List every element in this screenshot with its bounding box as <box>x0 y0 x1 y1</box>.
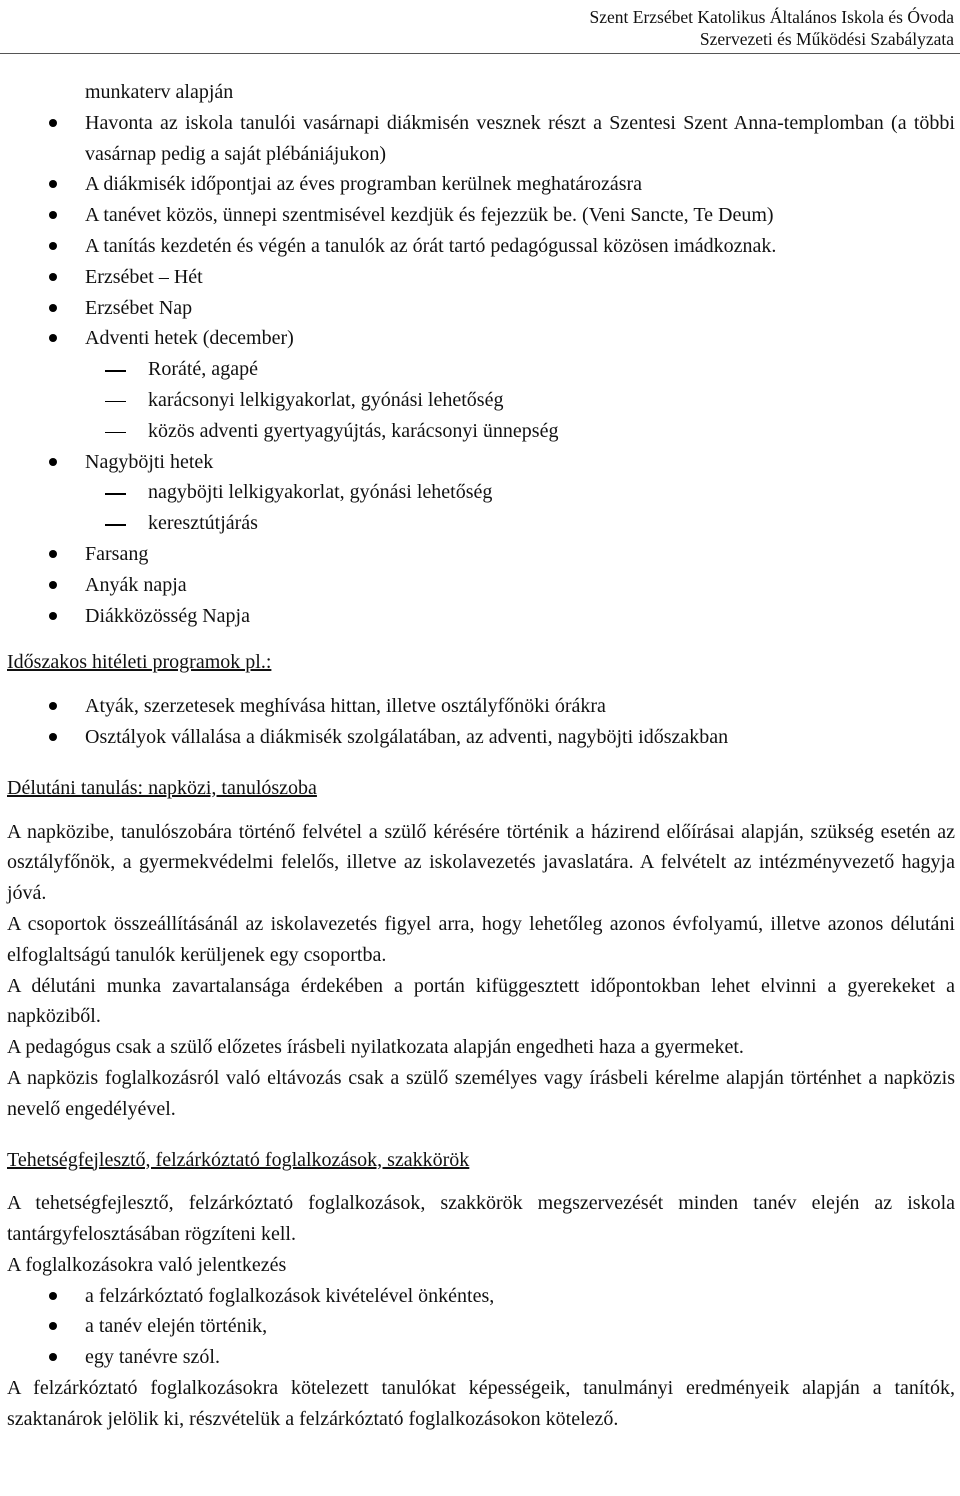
document-body <box>7 77 955 1435</box>
header-document-title: Szervezeti és Működési Szabályzata <box>699 29 954 49</box>
list-item: Anyák napja <box>7 570 955 601</box>
list-item: Erzsébet Nap <box>7 293 955 324</box>
list-item: egy tanévre szól. <box>7 1342 955 1373</box>
paragraph: A délutáni munka zavartalansága érdekében a portán kifüggesztett időpontokban lehet elvinni a gyerekeket a napköziből. <box>7 974 955 1028</box>
paragraph: A napközis foglalkozásról való eltávozás csak a szülő személyes vagy írásbeli kérelme alapján történhet a napközis nevelő engedélyével. <box>7 1066 955 1120</box>
list-item: Nagyböjti hetek <box>7 447 955 478</box>
list-item: Atyák, szerzetesek meghívása hittan, illetve osztályfőnöki órákra <box>7 691 955 722</box>
list-item: A diákmisék időpontjai az éves programban kerülnek meghatározásra <box>7 169 955 200</box>
sub-list-item: közös adventi gyertyagyújtás, karácsonyi ünnepség <box>7 416 955 447</box>
paragraph: A tehetségfejlesztő, felzárkóztató foglalkozások, szakkörök megszervezését minden tanév elején az iskola tantárgyfelosztásában rögzíteni kell. <box>7 1192 955 1246</box>
paragraph: A felzárkóztató foglalkozásokra kötelezett tanulókat képességeik, tanulmányi eredményeik alapján a tanítók, szaktanárok jelölik ki, részvételük a felzárkóztató foglalkozásokon kötelező. <box>7 1377 955 1430</box>
header-institution: Szent Erzsébet Katolikus Általános Iskola és Óvoda <box>589 7 954 27</box>
sub-list-item: nagyböjti lelkigyakorlat, gyónási lehetőség <box>7 477 955 508</box>
list-item: a tanév elején történik, <box>7 1311 955 1342</box>
section-heading: Tehetségfejlesztő, felzárkóztató foglalkozások, szakkörök <box>7 1148 470 1171</box>
list-item: A tanítás kezdetén és végén a tanulók az órát tartó pedagógussal közösen imádkoznak. <box>7 231 955 262</box>
paragraph: A pedagógus csak a szülő előzetes írásbeli nyilatkozata alapján engedheti haza a gyermeket. <box>7 1036 744 1059</box>
list-item: Erzsébet – Hét <box>7 262 955 293</box>
section-heading: Időszakos hitéleti programok pl.: <box>7 651 272 674</box>
paragraph: A csoportok összeállításánál az iskolavezetés figyel arra, hogy lehetőleg azonos évfolyamú, illetve azonos délutáni elfoglaltságú tanulók kerüljenek egy csoportba. <box>7 912 955 966</box>
sub-list-item: karácsonyi lelkigyakorlat, gyónási lehetőség <box>7 385 955 416</box>
sub-list-item: keresztútjárás <box>7 508 955 539</box>
list-item: Adventi hetek (december) <box>7 323 955 354</box>
paragraph: A napközibe, tanulószobára történő felvétel a szülő kérésére történik a házirend előírásai alapján, szükség esetén az osztályfőnök, a gyermekvédelmi felelős, illetve az iskolavezetés javaslatára. A felvételt az intézményvezető hagyja jóvá. <box>7 820 955 905</box>
list-item: Diákközösség Napja <box>7 601 955 632</box>
sub-list-item: Roráté, agapé <box>7 354 955 385</box>
list-item: A tanévet közös, ünnepi szentmisével kezdjük és fejezzük be. (Veni Sancte, Te Deum) <box>7 200 955 231</box>
page-header <box>590 6 955 50</box>
header-divider <box>0 53 960 54</box>
list-item: Farsang <box>7 539 955 570</box>
list-item: Havonta az iskola tanulói vasárnapi diákmisén vesznek részt a Szentesi Szent Anna-templomban (a többi vasárnap pedig a saját plébániájukon) <box>7 108 955 170</box>
list-continuation: munkaterv alapján <box>85 81 234 103</box>
section-heading: Délutáni tanulás: napközi, tanulószoba <box>7 776 317 799</box>
list-item: Osztályok vállalása a diákmisék szolgálatában, az adventi, nagyböjti időszakban <box>7 722 955 753</box>
paragraph: A foglalkozásokra való jelentkezés <box>7 1253 287 1276</box>
list-item: a felzárkóztató foglalkozások kivételével önkéntes, <box>7 1281 955 1312</box>
